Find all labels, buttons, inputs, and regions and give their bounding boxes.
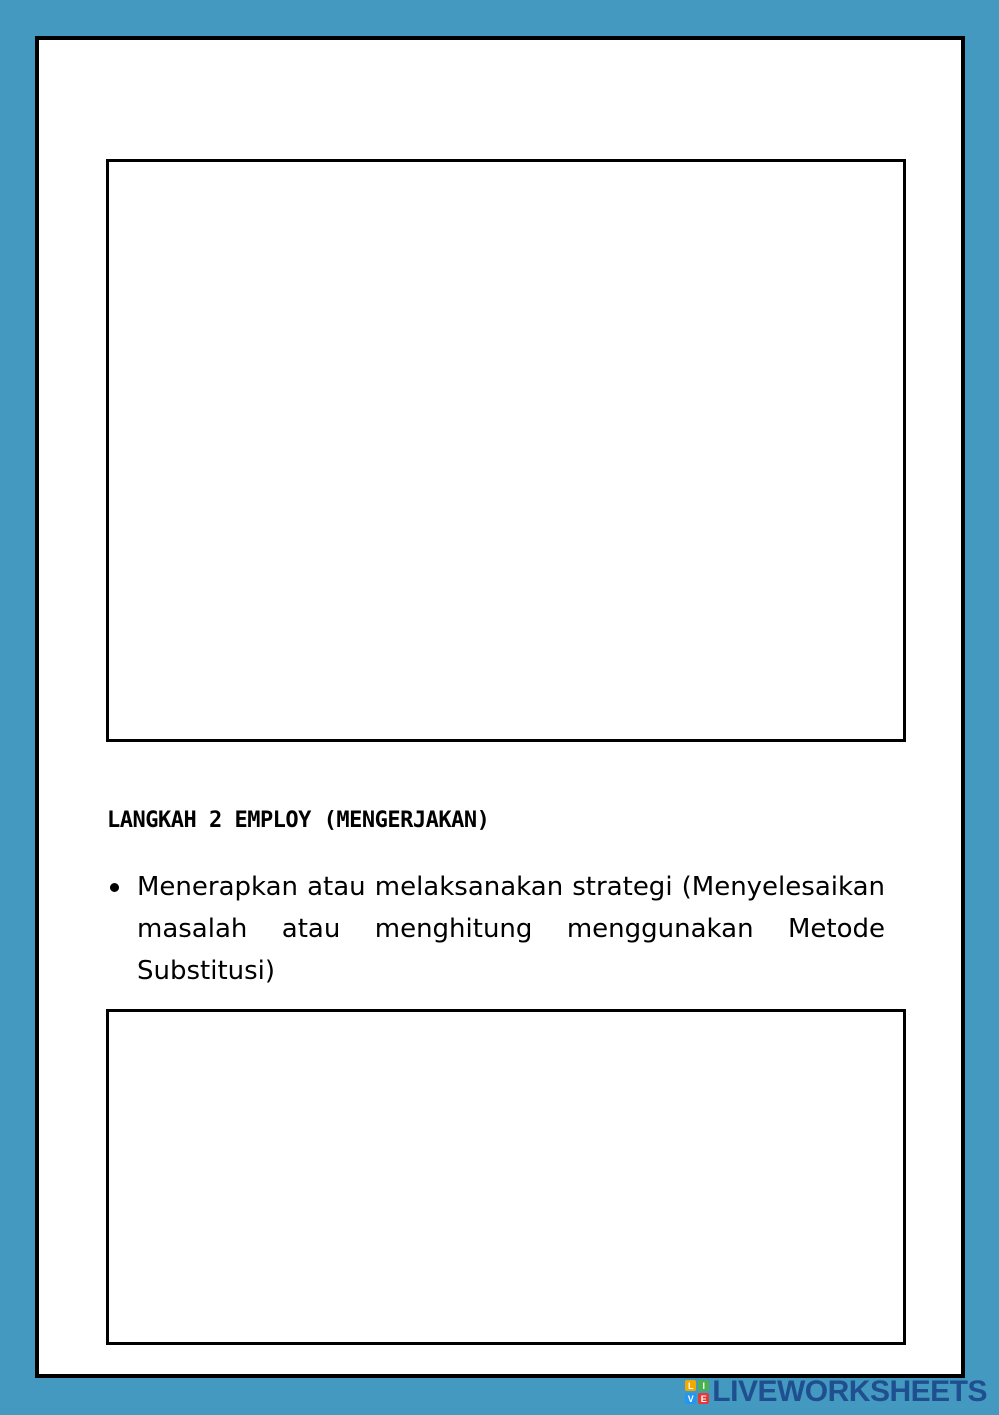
logo-letter-i: I: [698, 1380, 709, 1391]
liveworksheets-watermark: [685, 1375, 987, 1409]
watermark-text: LIVEWORKSHEETS: [712, 1375, 987, 1408]
worksheet-page: [35, 36, 965, 1378]
instruction-text: Menerapkan atau melaksanakan strategi (Menyelesaikan masalah atau menghitung menggunakan Metode Substitusi): [137, 872, 885, 986]
answer-box-bottom[interactable]: [106, 1009, 906, 1345]
instruction-list: [107, 866, 885, 992]
logo-letter-l: L: [685, 1380, 696, 1391]
logo-letter-e: E: [698, 1393, 709, 1404]
logo-letter-v: V: [685, 1393, 696, 1404]
list-item: [107, 866, 885, 992]
step-heading: LANGKAH 2 EMPLOY (MENGERJAKAN): [107, 808, 490, 833]
answer-box-top[interactable]: [106, 159, 906, 742]
bullet-dot-icon: [110, 883, 119, 892]
liveworksheets-logo-icon: [685, 1380, 709, 1404]
